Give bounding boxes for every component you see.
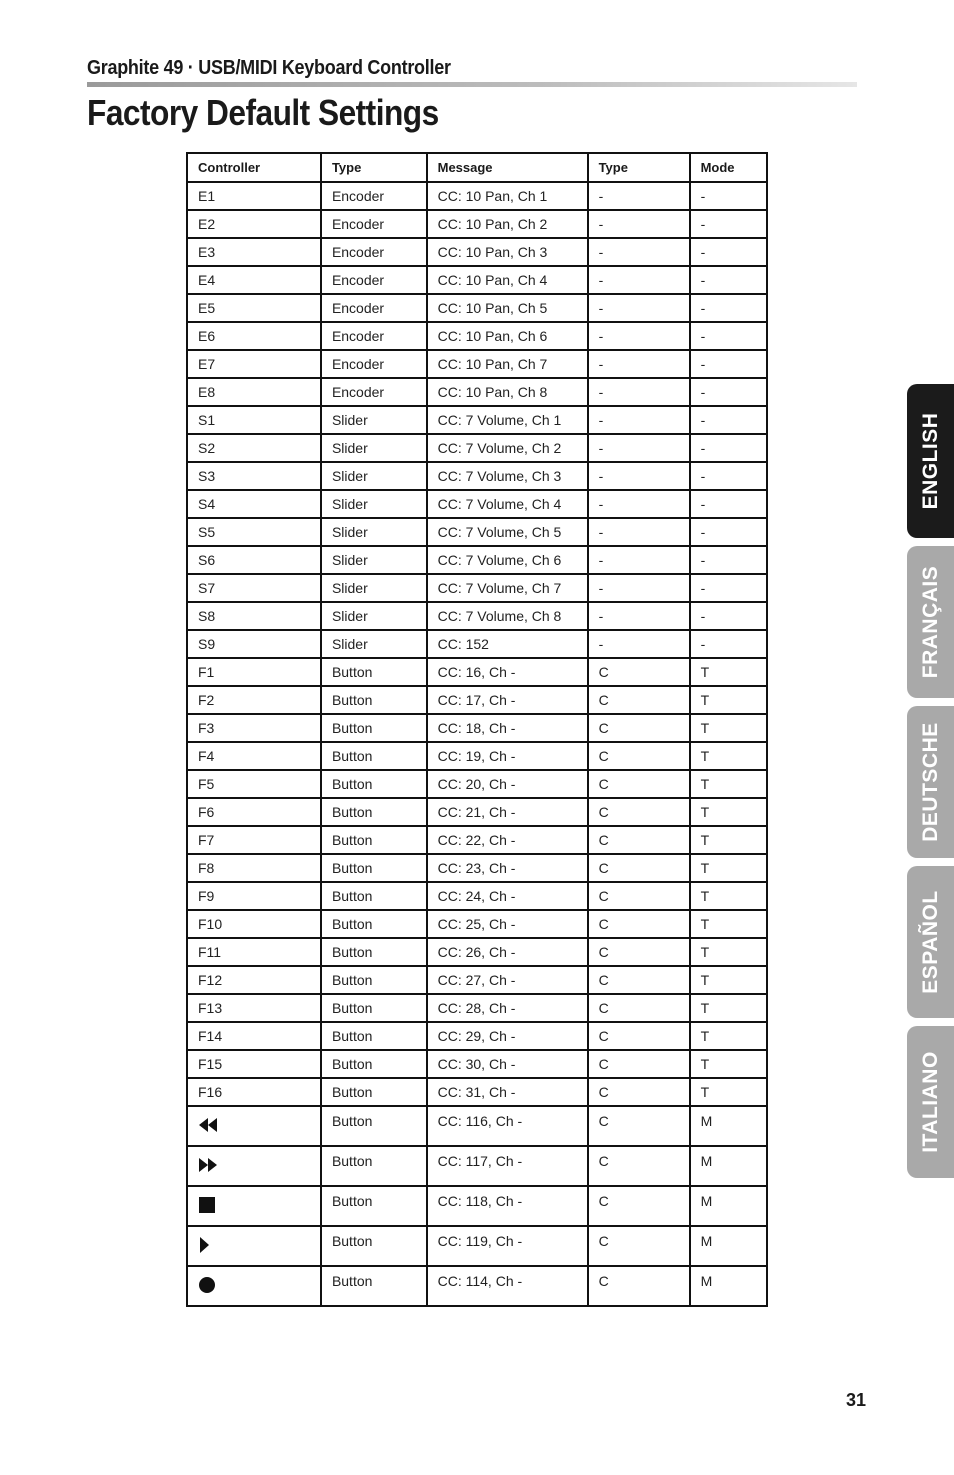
message-cell: CC: 21, Ch - xyxy=(427,798,588,826)
message-cell: CC: 116, Ch - xyxy=(427,1106,588,1146)
message-cell: CC: 27, Ch - xyxy=(427,966,588,994)
mode-cell: - xyxy=(690,546,767,574)
mode-cell: - xyxy=(690,630,767,658)
type-cell: Encoder xyxy=(321,378,427,406)
message-type-cell: C xyxy=(588,770,690,798)
type-cell: Button xyxy=(321,994,427,1022)
mode-cell: - xyxy=(690,434,767,462)
message-cell: CC: 7 Volume, Ch 2 xyxy=(427,434,588,462)
type-cell: Encoder xyxy=(321,182,427,210)
message-type-cell: C xyxy=(588,686,690,714)
mode-cell: T xyxy=(690,854,767,882)
message-type-cell: - xyxy=(588,462,690,490)
header-rule xyxy=(87,82,857,87)
tab-label: ITALIANO xyxy=(918,1051,942,1153)
message-cell: CC: 10 Pan, Ch 5 xyxy=(427,294,588,322)
type-cell: Button xyxy=(321,1022,427,1050)
table-row xyxy=(187,994,767,1022)
message-cell: CC: 7 Volume, Ch 3 xyxy=(427,462,588,490)
type-cell: Button xyxy=(321,910,427,938)
message-cell: CC: 7 Volume, Ch 8 xyxy=(427,602,588,630)
message-type-cell: C xyxy=(588,1146,690,1186)
tab-label: DEUTSCHE xyxy=(918,722,942,842)
type-cell: Slider xyxy=(321,518,427,546)
type-cell: Button xyxy=(321,770,427,798)
controller-cell: S3 xyxy=(187,462,321,490)
type-cell: Button xyxy=(321,1226,427,1266)
table-row xyxy=(187,518,767,546)
message-type-cell: - xyxy=(588,238,690,266)
message-type-cell: - xyxy=(588,434,690,462)
controller-cell: E1 xyxy=(187,182,321,210)
table-row xyxy=(187,854,767,882)
message-cell: CC: 10 Pan, Ch 8 xyxy=(427,378,588,406)
message-type-cell: C xyxy=(588,966,690,994)
message-type-cell: - xyxy=(588,210,690,238)
controller-cell: F14 xyxy=(187,1022,321,1050)
controller-cell: F3 xyxy=(187,714,321,742)
message-cell: CC: 30, Ch - xyxy=(427,1050,588,1078)
message-cell: CC: 7 Volume, Ch 5 xyxy=(427,518,588,546)
type-cell: Slider xyxy=(321,546,427,574)
mode-cell: - xyxy=(690,462,767,490)
type-cell: Slider xyxy=(321,490,427,518)
mode-cell: T xyxy=(690,938,767,966)
page-title: Factory Default Settings xyxy=(87,92,439,133)
type-cell: Button xyxy=(321,1186,427,1226)
mode-cell: - xyxy=(690,322,767,350)
message-type-cell: C xyxy=(588,714,690,742)
mode-cell: - xyxy=(690,294,767,322)
controller-cell: E4 xyxy=(187,266,321,294)
mode-cell: - xyxy=(690,602,767,630)
table-row xyxy=(187,350,767,378)
rewind-icon xyxy=(198,1117,218,1136)
controller-cell: F13 xyxy=(187,994,321,1022)
message-type-cell: C xyxy=(588,1078,690,1106)
mode-cell: - xyxy=(690,182,767,210)
tab-label: FRANÇAIS xyxy=(918,565,942,679)
message-type-cell: C xyxy=(588,658,690,686)
controller-cell: S2 xyxy=(187,434,321,462)
message-cell: CC: 23, Ch - xyxy=(427,854,588,882)
type-cell: Slider xyxy=(321,630,427,658)
message-type-cell: - xyxy=(588,630,690,658)
mode-cell: - xyxy=(690,490,767,518)
controller-cell: E7 xyxy=(187,350,321,378)
controller-cell: F8 xyxy=(187,854,321,882)
mode-cell: - xyxy=(690,378,767,406)
table-row xyxy=(187,406,767,434)
controller-cell: S4 xyxy=(187,490,321,518)
table-row xyxy=(187,1078,767,1106)
table-row xyxy=(187,1146,767,1186)
mode-cell: T xyxy=(690,658,767,686)
controller-cell: F2 xyxy=(187,686,321,714)
controller-cell: F15 xyxy=(187,1050,321,1078)
controller-cell: S9 xyxy=(187,630,321,658)
type-cell: Button xyxy=(321,826,427,854)
table-row xyxy=(187,462,767,490)
message-cell: CC: 19, Ch - xyxy=(427,742,588,770)
table-row xyxy=(187,966,767,994)
type-cell: Button xyxy=(321,1050,427,1078)
message-type-cell: C xyxy=(588,854,690,882)
message-type-cell: - xyxy=(588,546,690,574)
type-cell: Encoder xyxy=(321,266,427,294)
message-type-cell: C xyxy=(588,742,690,770)
controller-cell: F4 xyxy=(187,742,321,770)
message-cell: CC: 119, Ch - xyxy=(427,1226,588,1266)
mode-cell: M xyxy=(690,1226,767,1266)
type-cell: Slider xyxy=(321,574,427,602)
controller-cell xyxy=(187,1106,321,1146)
message-cell: CC: 118, Ch - xyxy=(427,1186,588,1226)
controller-cell: F9 xyxy=(187,882,321,910)
table-row xyxy=(187,1186,767,1226)
message-type-cell: - xyxy=(588,406,690,434)
message-type-cell: C xyxy=(588,1022,690,1050)
message-cell: CC: 10 Pan, Ch 6 xyxy=(427,322,588,350)
message-type-cell: C xyxy=(588,1226,690,1266)
stop-icon xyxy=(198,1197,216,1216)
table-row xyxy=(187,1266,767,1306)
mode-cell: - xyxy=(690,574,767,602)
type-cell: Button xyxy=(321,1078,427,1106)
mode-cell: - xyxy=(690,266,767,294)
table-row xyxy=(187,1050,767,1078)
message-cell: CC: 10 Pan, Ch 1 xyxy=(427,182,588,210)
controller-cell: S1 xyxy=(187,406,321,434)
type-cell: Encoder xyxy=(321,322,427,350)
message-cell: CC: 7 Volume, Ch 7 xyxy=(427,574,588,602)
type-cell: Slider xyxy=(321,406,427,434)
controller-cell: E3 xyxy=(187,238,321,266)
message-type-cell: - xyxy=(588,518,690,546)
fast-forward-icon xyxy=(198,1157,218,1176)
controller-cell: F10 xyxy=(187,910,321,938)
mode-cell: - xyxy=(690,210,767,238)
mode-cell: M xyxy=(690,1266,767,1306)
controller-cell: S6 xyxy=(187,546,321,574)
controller-cell: E2 xyxy=(187,210,321,238)
message-type-cell: C xyxy=(588,1106,690,1146)
table-row xyxy=(187,882,767,910)
controller-cell: S8 xyxy=(187,602,321,630)
tab-francais[interactable] xyxy=(907,546,954,698)
mode-cell: T xyxy=(690,910,767,938)
message-type-cell: C xyxy=(588,1266,690,1306)
message-cell: CC: 16, Ch - xyxy=(427,658,588,686)
mode-cell: T xyxy=(690,742,767,770)
table-row xyxy=(187,434,767,462)
message-cell: CC: 24, Ch - xyxy=(427,882,588,910)
type-cell: Button xyxy=(321,1146,427,1186)
message-cell: CC: 26, Ch - xyxy=(427,938,588,966)
table-row xyxy=(187,714,767,742)
message-type-cell: C xyxy=(588,938,690,966)
type-cell: Button xyxy=(321,798,427,826)
tab-italiano[interactable] xyxy=(907,1026,954,1178)
mode-cell: M xyxy=(690,1146,767,1186)
message-type-cell: - xyxy=(588,490,690,518)
mode-cell: T xyxy=(690,994,767,1022)
mode-cell: T xyxy=(690,770,767,798)
controller-cell xyxy=(187,1266,321,1306)
message-type-cell: - xyxy=(588,378,690,406)
type-cell: Slider xyxy=(321,462,427,490)
table-row xyxy=(187,490,767,518)
column-header-mode: Mode xyxy=(690,153,767,182)
controller-cell: S7 xyxy=(187,574,321,602)
message-type-cell: C xyxy=(588,826,690,854)
table-row xyxy=(187,378,767,406)
record-icon xyxy=(198,1276,216,1297)
message-cell: CC: 10 Pan, Ch 2 xyxy=(427,210,588,238)
message-cell: CC: 17, Ch - xyxy=(427,686,588,714)
message-cell: CC: 31, Ch - xyxy=(427,1078,588,1106)
message-cell: CC: 10 Pan, Ch 3 xyxy=(427,238,588,266)
controller-cell: F1 xyxy=(187,658,321,686)
type-cell: Slider xyxy=(321,602,427,630)
controller-cell: F6 xyxy=(187,798,321,826)
table-row xyxy=(187,686,767,714)
message-cell: CC: 7 Volume, Ch 4 xyxy=(427,490,588,518)
table-row xyxy=(187,630,767,658)
table-row xyxy=(187,742,767,770)
tab-espanol[interactable] xyxy=(907,866,954,1018)
type-cell: Encoder xyxy=(321,210,427,238)
message-type-cell: - xyxy=(588,182,690,210)
table-row xyxy=(187,1226,767,1266)
type-cell: Button xyxy=(321,714,427,742)
type-cell: Button xyxy=(321,882,427,910)
controller-cell: F12 xyxy=(187,966,321,994)
message-cell: CC: 28, Ch - xyxy=(427,994,588,1022)
column-header-controller: Controller xyxy=(187,153,321,182)
controller-cell: F7 xyxy=(187,826,321,854)
mode-cell: T xyxy=(690,686,767,714)
tab-label: ESPAÑOL xyxy=(918,890,942,994)
type-cell: Encoder xyxy=(321,350,427,378)
type-cell: Slider xyxy=(321,434,427,462)
message-cell: CC: 22, Ch - xyxy=(427,826,588,854)
controller-cell: E6 xyxy=(187,322,321,350)
document-header: Graphite 49 · USB/MIDI Keyboard Controller xyxy=(87,57,451,79)
table-row xyxy=(187,210,767,238)
table-row xyxy=(187,238,767,266)
mode-cell: T xyxy=(690,966,767,994)
table-row xyxy=(187,294,767,322)
message-type-cell: - xyxy=(588,574,690,602)
message-cell: CC: 29, Ch - xyxy=(427,1022,588,1050)
table-row xyxy=(187,546,767,574)
factory-settings-table xyxy=(186,152,768,1307)
type-cell: Button xyxy=(321,854,427,882)
controller-cell: F5 xyxy=(187,770,321,798)
mode-cell: T xyxy=(690,798,767,826)
type-cell: Encoder xyxy=(321,238,427,266)
mode-cell: T xyxy=(690,1050,767,1078)
mode-cell: - xyxy=(690,350,767,378)
controller-cell xyxy=(187,1146,321,1186)
controller-cell: F11 xyxy=(187,938,321,966)
type-cell: Button xyxy=(321,966,427,994)
type-cell: Button xyxy=(321,658,427,686)
table-body xyxy=(187,182,767,1306)
table-row xyxy=(187,1022,767,1050)
message-cell: CC: 117, Ch - xyxy=(427,1146,588,1186)
table-header-row xyxy=(187,153,767,182)
mode-cell: T xyxy=(690,882,767,910)
table-row xyxy=(187,658,767,686)
mode-cell: M xyxy=(690,1186,767,1226)
message-type-cell: - xyxy=(588,322,690,350)
message-cell: CC: 114, Ch - xyxy=(427,1266,588,1306)
message-type-cell: C xyxy=(588,882,690,910)
table-row xyxy=(187,1106,767,1146)
table-row xyxy=(187,182,767,210)
message-type-cell: C xyxy=(588,1050,690,1078)
message-cell: CC: 10 Pan, Ch 7 xyxy=(427,350,588,378)
controller-cell: F16 xyxy=(187,1078,321,1106)
message-type-cell: - xyxy=(588,266,690,294)
column-header-message: Message xyxy=(427,153,588,182)
tab-label: ENGLISH xyxy=(918,412,942,510)
type-cell: Button xyxy=(321,1106,427,1146)
play-icon xyxy=(198,1237,210,1256)
mode-cell: - xyxy=(690,406,767,434)
table-row xyxy=(187,602,767,630)
table-row xyxy=(187,798,767,826)
message-type-cell: - xyxy=(588,602,690,630)
controller-cell: E5 xyxy=(187,294,321,322)
mode-cell: T xyxy=(690,714,767,742)
message-cell: CC: 10 Pan, Ch 4 xyxy=(427,266,588,294)
table-row xyxy=(187,322,767,350)
mode-cell: T xyxy=(690,826,767,854)
table-row xyxy=(187,266,767,294)
page-number: 31 xyxy=(846,1390,867,1410)
controller-cell xyxy=(187,1226,321,1266)
table-row xyxy=(187,770,767,798)
type-cell: Button xyxy=(321,938,427,966)
message-cell: CC: 7 Volume, Ch 6 xyxy=(427,546,588,574)
message-cell: CC: 18, Ch - xyxy=(427,714,588,742)
mode-cell: T xyxy=(690,1078,767,1106)
mode-cell: - xyxy=(690,238,767,266)
column-header-type: Type xyxy=(321,153,427,182)
message-cell: CC: 25, Ch - xyxy=(427,910,588,938)
controller-cell: E8 xyxy=(187,378,321,406)
message-cell: CC: 152 xyxy=(427,630,588,658)
message-type-cell: C xyxy=(588,910,690,938)
type-cell: Button xyxy=(321,742,427,770)
message-type-cell: C xyxy=(588,994,690,1022)
message-type-cell: C xyxy=(588,798,690,826)
message-cell: CC: 7 Volume, Ch 1 xyxy=(427,406,588,434)
type-cell: Button xyxy=(321,686,427,714)
tab-deutsche[interactable] xyxy=(907,706,954,858)
tab-english[interactable] xyxy=(907,384,954,538)
table-row xyxy=(187,826,767,854)
mode-cell: - xyxy=(690,518,767,546)
table-row xyxy=(187,910,767,938)
type-cell: Encoder xyxy=(321,294,427,322)
type-cell: Button xyxy=(321,1266,427,1306)
message-cell: CC: 20, Ch - xyxy=(427,770,588,798)
message-type-cell: C xyxy=(588,1186,690,1226)
message-type-cell: - xyxy=(588,350,690,378)
mode-cell: M xyxy=(690,1106,767,1146)
mode-cell: T xyxy=(690,1022,767,1050)
column-header-message-type: Type xyxy=(588,153,690,182)
table-row xyxy=(187,574,767,602)
controller-cell xyxy=(187,1186,321,1226)
table-row xyxy=(187,938,767,966)
message-type-cell: - xyxy=(588,294,690,322)
controller-cell: S5 xyxy=(187,518,321,546)
